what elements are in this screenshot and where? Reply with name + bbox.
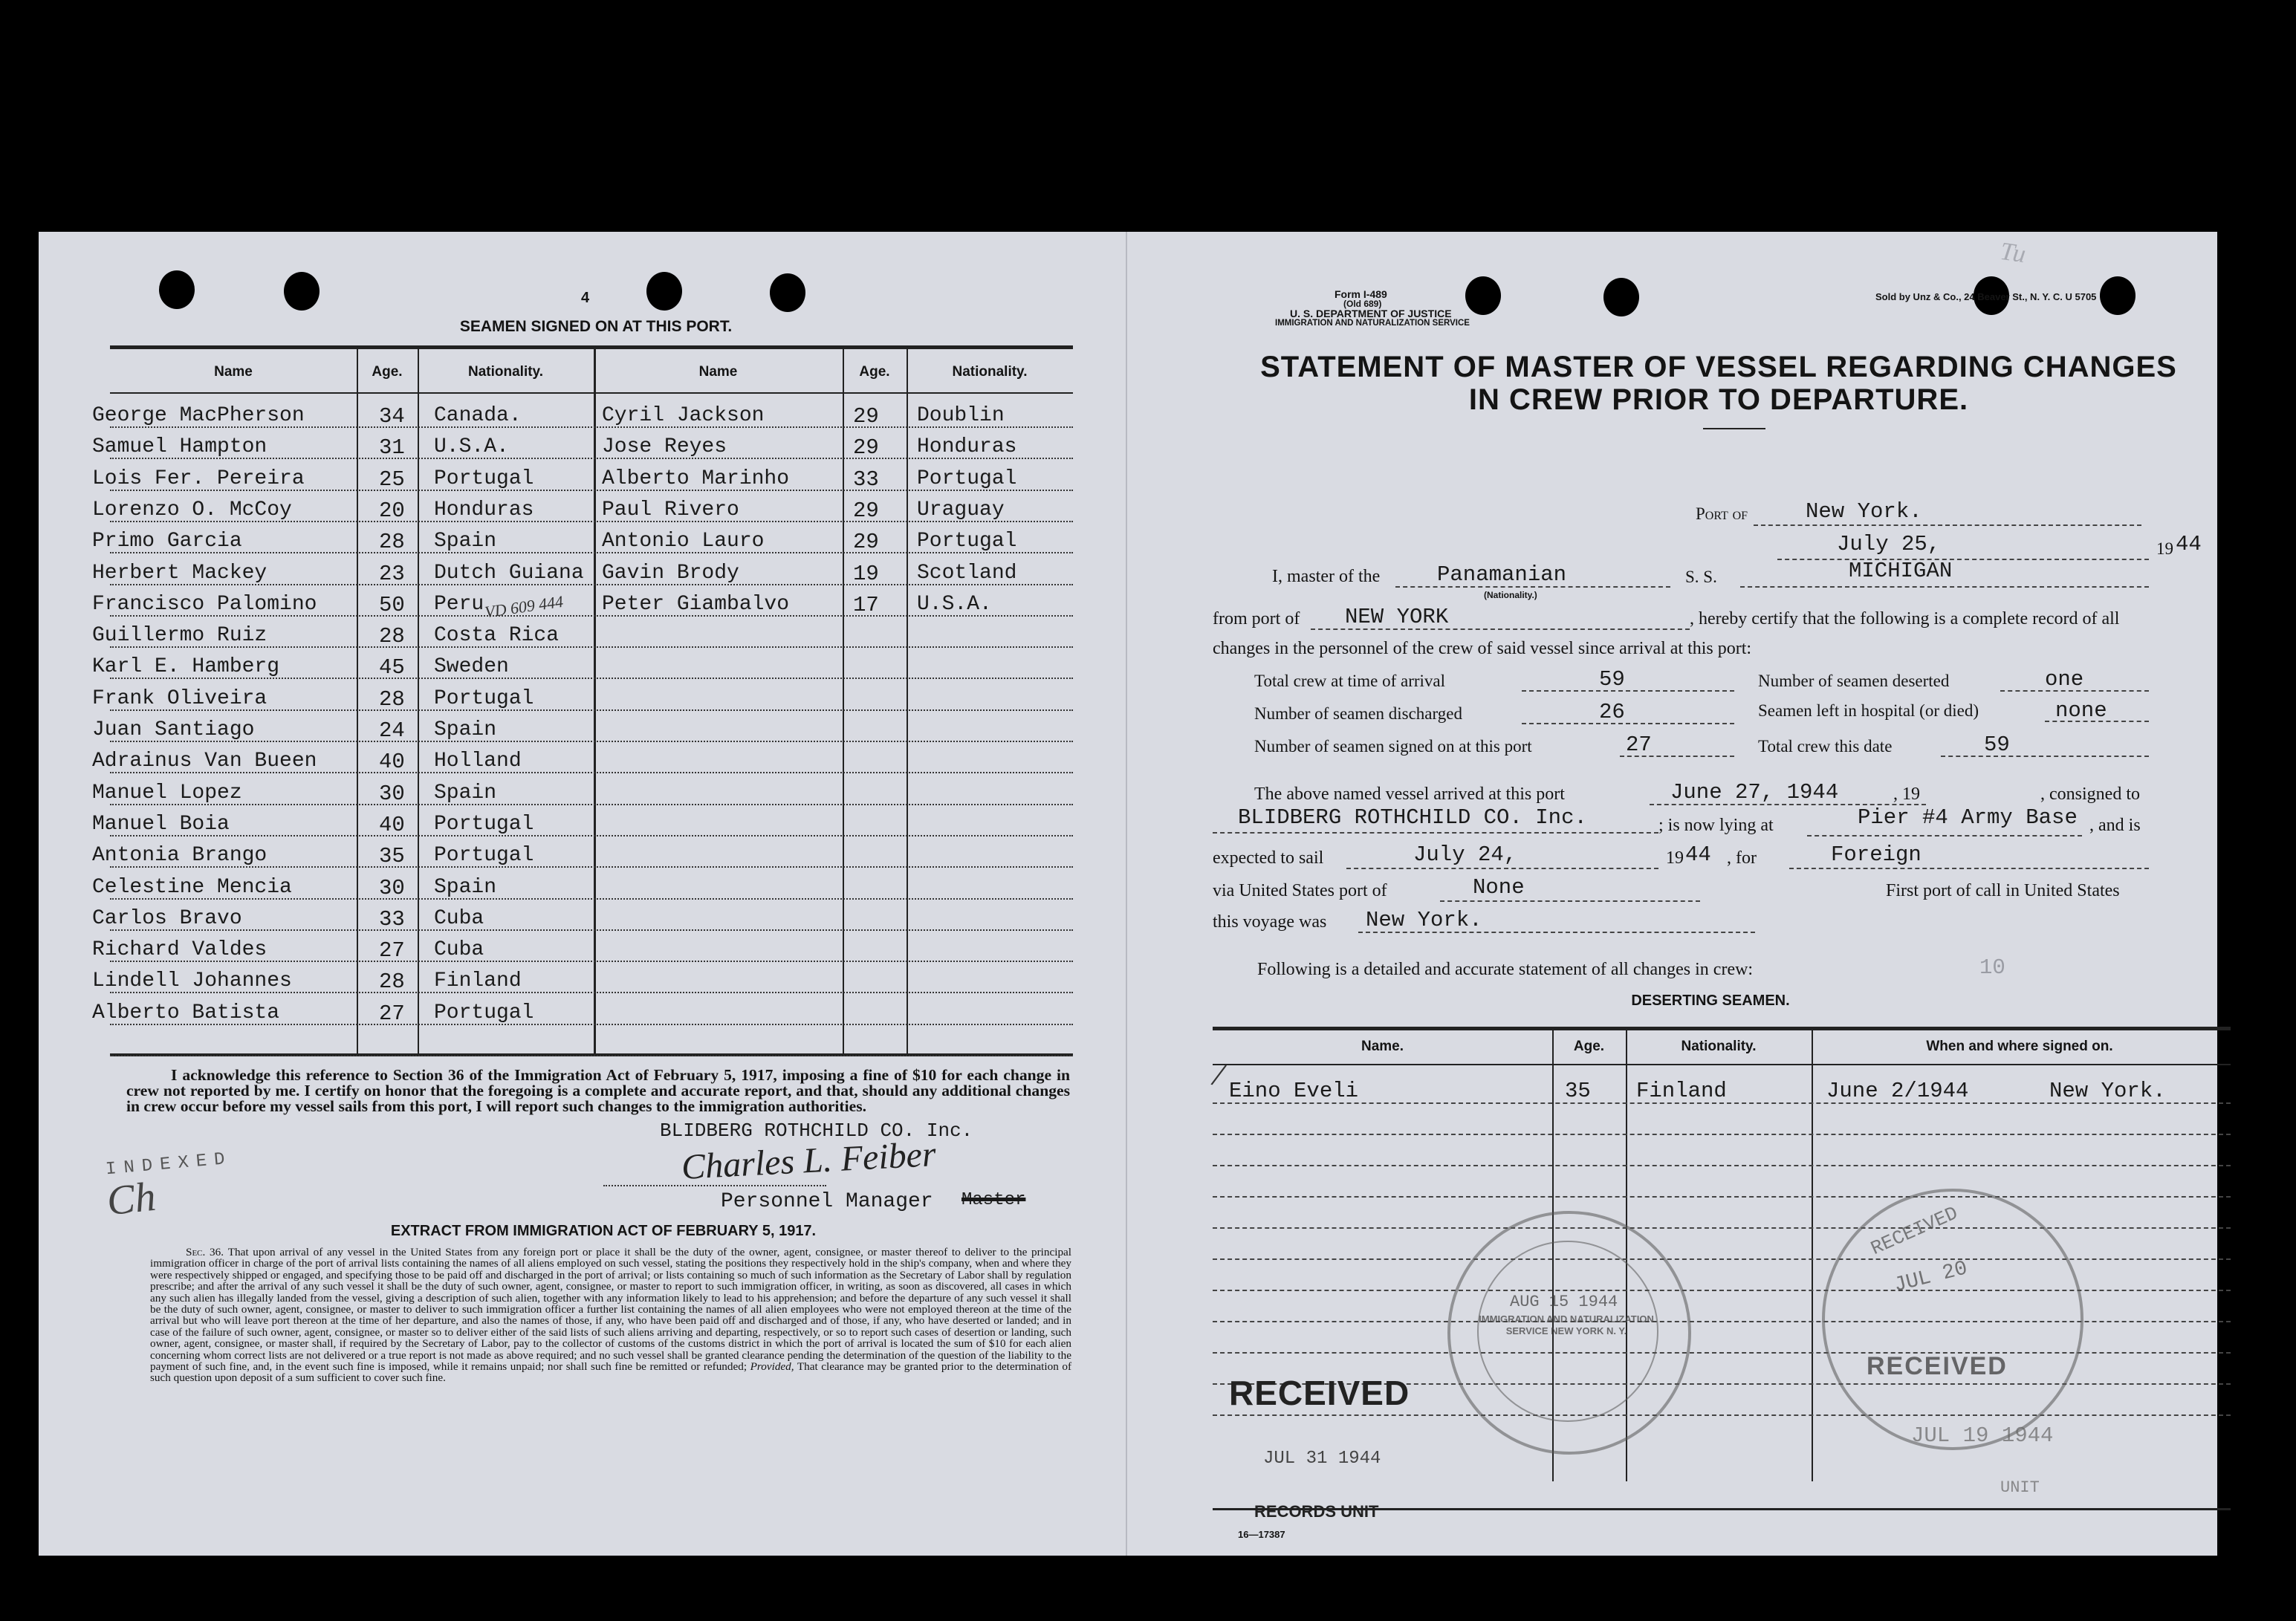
seaman-row-name: Karl E. Hamberg	[92, 655, 280, 679]
seaman-row-name: Celestine Mencia	[92, 875, 292, 899]
stamp-date: AUG 15 1944	[1510, 1293, 1618, 1311]
seaman-row-right-age: 29	[853, 498, 879, 523]
column-header-name: Name	[698, 364, 738, 380]
seaman-row-name: Adrainus Van Bueen	[92, 750, 317, 773]
seaman-row-nationality: Portugal	[434, 686, 534, 710]
stamp2-received: RECEIVED	[1867, 1201, 1962, 1261]
consignee-line	[1213, 832, 1658, 834]
seaman-row-right-nationality: Honduras	[917, 435, 1017, 459]
deserter-row-when: June 2/1944	[1826, 1079, 1969, 1103]
seaman-row-right-name: Paul Rivero	[602, 498, 739, 522]
title-line-1: STATEMENT OF MASTER OF VESSEL REGARDING CHANGES	[1260, 351, 2177, 383]
expected-date: July 24,	[1413, 842, 1517, 867]
seaman-row-nationality: Spain	[434, 875, 497, 899]
column-header-age: Age.	[372, 364, 403, 380]
form-number: Form I-489	[1335, 288, 1387, 300]
seaman-row-right-name: Alberto Marinho	[602, 467, 790, 490]
lying-line	[1807, 835, 2082, 837]
seaman-row-age: 28	[379, 969, 405, 995]
punch-hole	[159, 270, 195, 309]
seaman-row-age: 45	[379, 655, 405, 680]
company-typed: BLIDBERG ROTHCHILD CO. Inc.	[660, 1120, 973, 1142]
seaman-row-age: 20	[379, 498, 405, 523]
via-label: via United States port of	[1213, 881, 1387, 900]
seaman-row-name: Alberto Batista	[92, 1001, 280, 1024]
arrived-date: June 27, 1944	[1670, 780, 1839, 805]
expected-label: expected to sail	[1213, 848, 1324, 868]
seaman-row-right-age: 33	[853, 467, 879, 492]
table-rule-header	[110, 392, 1073, 394]
seaman-row-right-age: 29	[853, 530, 879, 555]
service: IMMIGRATION AND NATURALIZATION SERVICE	[1275, 319, 1470, 328]
port-value: New York.	[1806, 499, 1922, 524]
records-unit: RECORDS UNIT	[1254, 1502, 1379, 1521]
seaman-row-name: Manuel Lopez	[92, 781, 242, 805]
extract-label: Sec. 36.	[186, 1246, 224, 1258]
seaman-row-age: 34	[379, 404, 405, 429]
seaman-row-nationality: Peru	[434, 592, 484, 616]
desert-column-divider	[1812, 1028, 1813, 1481]
page-number: 4	[581, 290, 590, 306]
port-label: Port of	[1696, 504, 1748, 523]
seaman-row-nationality: U.S.A.	[434, 435, 509, 459]
desert-header-nationality: Nationality.	[1681, 1039, 1757, 1054]
discharged-line	[1522, 723, 1734, 724]
form-old: (Old 689)	[1343, 299, 1382, 309]
year-suffix: 44	[2176, 532, 2202, 556]
nationality-caption: (Nationality.)	[1484, 590, 1537, 600]
form-code: 16—17387	[1238, 1529, 1285, 1540]
seaman-row-nationality: Canada.	[434, 404, 522, 427]
port-line	[1754, 524, 2141, 526]
desert-row-rule	[1213, 1196, 2231, 1198]
and-is: , and is	[2089, 816, 2141, 835]
discharged-value: 26	[1599, 700, 1625, 724]
deserting-title: DESERTING SEAMEN.	[1631, 993, 1790, 1009]
seaman-row-right-nationality: Portugal	[917, 530, 1017, 553]
extract-end: That clearance may be granted prior to the determination of such question upon deposit of a sum sufficient to cover such fine.	[150, 1360, 1072, 1385]
seaman-row-nationality: Honduras	[434, 498, 534, 522]
via-port: None	[1473, 875, 1525, 900]
vessel-line	[1740, 586, 2149, 588]
seaman-row-nationality: Finland	[434, 969, 522, 993]
table-column-divider	[418, 348, 419, 1053]
seaman-row-name: Antonia Brango	[92, 844, 267, 868]
seaman-row-right-nationality: Portugal	[917, 467, 1017, 490]
seaman-row-nationality: Spain	[434, 781, 497, 805]
desert-header-when: When and where signed on.	[1926, 1039, 2113, 1054]
deserted-value: one	[2045, 667, 2084, 692]
lying-at: Pier #4 Army Base	[1858, 805, 2078, 830]
following-text: Following is a detailed and accurate statement of all changes in crew:	[1257, 960, 1754, 979]
seaman-row-nationality: Holland	[434, 750, 522, 773]
seaman-row-nationality: Portugal	[434, 812, 534, 836]
title-line-2: IN CREW PRIOR TO DEPARTURE.	[1468, 383, 1969, 416]
first-port-label: First port of call in United States	[1886, 881, 2120, 900]
table-rule-top	[110, 345, 1073, 349]
punch-hole	[770, 273, 805, 312]
certify-text: , hereby certify that the following is a complete record of all	[1690, 609, 2120, 628]
extract-body: That upon arrival of any vessel in the United States from any foreign port or place it shall be the duty of the owner, agent, consignee, or master thereof to deliver to the principal immigration officer in charge of the port of arrival lists containing the names of all aliens employed on such vessel, stating the positions they respectively hold in the ship's company, when and where they were respectively shipped or engaged, and specifying those to be paid off and discharged in the port of arrival; or lists containing so much of such information as the Secretary of Labor shall by regulation prescribe; and after the arrival of any such vessel it shall be the duty of such owner, agent, consignee, or master to report to such immigration officer, in writing, as soon as discovered, all cases in which any such alien has illegally landed from the vessel, giving a description of such alien, together with any information likely to lead to his apprehension; and before the departure of any such vessel it shall be the duty of such owner, agent, consignee, or master to deliver to such immigration officer a further list containing the names of all alien employees who were not employed thereon at the time of the arrival but who will leave port thereon at the time of her departure, and also the names of those, if any, who have been paid off and discharged and of those, if any, who have deserted or landed; and in case of the failure of such owner, agent, consignee, or master so to deliver either of the said lists of such aliens arriving and departing, respectively, or so to report such cases of desertion or landing, such owner, agent, consignee, or master shall, if required by the Secretary of Labor, pay to the collector of customs of the customs district in which the port of arrival is located the sum of $10 for each alien concerning whom correct lists are not delivered or a true report is not made as above required; and no such vessel shall be granted clearance pending the determination of the question of the liability to the payment of such fine, and, in the event such fine is imposed, while it remains unpaid; nor shall such fine be remitted or refunded;	[150, 1246, 1072, 1374]
voyage-port: New York.	[1366, 908, 1482, 932]
seaman-row-name: Manuel Boia	[92, 812, 230, 836]
stamp2-date: JUL 20	[1891, 1257, 1971, 1298]
seaman-row-age: 50	[379, 592, 405, 617]
desert-header-age: Age.	[1573, 1039, 1605, 1054]
table-column-divider	[357, 348, 358, 1053]
seaman-row-right-nationality: Scotland	[917, 561, 1017, 585]
seaman-row-age: 25	[379, 467, 405, 492]
extract-provided: Provided,	[750, 1360, 794, 1374]
from-port-label: from port of	[1213, 609, 1300, 628]
handwritten-note: VD 609 444	[483, 591, 565, 622]
extract-text	[150, 1247, 1071, 1384]
hospital-label: Seamen left in hospital (or died)	[1758, 701, 1979, 720]
total-date-line	[1941, 756, 2149, 757]
desert-row-rule	[1213, 1165, 2231, 1166]
deserter-row-name: Eino Eveli	[1229, 1079, 1359, 1103]
total-date-label: Total crew this date	[1758, 737, 1893, 756]
discharged-label: Number of seamen discharged	[1254, 704, 1462, 723]
corner-unit: UNIT	[2000, 1478, 2040, 1497]
seaman-row-name: Herbert Mackey	[92, 561, 267, 585]
section-title: SEAMEN SIGNED ON AT THIS PORT.	[459, 318, 733, 335]
seaman-row-nationality: Spain	[434, 530, 497, 553]
department: U. S. DEPARTMENT OF JUSTICE	[1290, 308, 1452, 319]
row-rule	[110, 835, 1073, 837]
deserter-row-nationality: Finland	[1636, 1079, 1727, 1103]
seaman-row-nationality: Portugal	[434, 467, 534, 490]
seaman-row-name: Francisco Palomino	[92, 592, 317, 616]
seaman-row-name: George MacPherson	[92, 404, 305, 427]
row-rule	[110, 929, 1073, 931]
from-port-value: NEW YORK	[1345, 605, 1449, 629]
master-label: I, master of the	[1272, 567, 1381, 586]
seaman-row-nationality: Spain	[434, 718, 497, 741]
seaman-row-nationality: Dutch Guiana	[434, 561, 584, 585]
seaman-row-nationality: Portugal	[434, 844, 534, 868]
punch-hole	[1603, 278, 1639, 316]
seaman-row-right-name: Gavin Brody	[602, 561, 739, 585]
title-underline	[1703, 428, 1765, 429]
total-arrival-label: Total crew at time of arrival	[1254, 672, 1446, 690]
table-column-divider	[843, 348, 844, 1053]
changes-text: changes in the personnel of the crew of said vessel since arrival at this port:	[1213, 639, 1752, 658]
hospital-value: none	[2055, 698, 2107, 723]
received-date: JUL 31 1944	[1263, 1449, 1381, 1469]
form-header	[1275, 290, 1498, 328]
seaman-row-age: 40	[379, 750, 405, 775]
indexed-stamp: INDEXED	[105, 1149, 233, 1180]
row-rule	[110, 804, 1073, 805]
seaman-row-age: 33	[379, 906, 405, 932]
lying-label: ; is now lying at	[1658, 816, 1774, 835]
seaman-row-name: Samuel Hampton	[92, 435, 267, 459]
seaman-row-right-nationality: Doublin	[917, 404, 1005, 427]
expected-year-prefix: 19	[1666, 848, 1684, 868]
arrived-label: The above named vessel arrived at this port	[1254, 784, 1565, 804]
desert-row-rule	[1213, 1414, 2231, 1416]
ss-label: S. S.	[1685, 568, 1717, 586]
faint-handwriting: Tu	[1998, 237, 2028, 269]
deserter-row-where: New York.	[2049, 1079, 2166, 1103]
row-rule	[110, 1055, 1073, 1056]
seaman-row-age: 30	[379, 781, 405, 806]
nineteen-blank: , 19	[1893, 784, 1920, 804]
total-arrival-line	[1522, 690, 1734, 692]
acknowledgement-text: I acknowledge this reference to Section 36 of the Immigration Act of February 5, 1917, imposing a fine of $10 for each change in crew not reported by me. I certify on honor that the foregoing is a complete and accurate report, and that, should any additional changes in crew occur before my vessel sails from this port, I will report such changes to the immigration authorities.	[126, 1066, 1070, 1115]
total-arrival-value: 59	[1599, 667, 1625, 692]
for-label: , for	[1727, 848, 1757, 868]
seaman-row-name: Lindell Johannes	[92, 969, 292, 993]
desert-row-rule	[1213, 1227, 2231, 1229]
punch-hole	[284, 272, 320, 311]
signature: Charles L. Feiber	[680, 1134, 937, 1187]
stamp-text: IMMIGRATION AND NATURALIZATION SERVICE NEW YORK N. Y.	[1479, 1313, 1654, 1336]
page-fold	[1126, 232, 1127, 1556]
faint-number: 10	[1979, 955, 2005, 980]
column-header-nationality: Nationality.	[468, 364, 543, 380]
seller-note: Sold by Unz & Co., 24 Beaver St., N. Y. C. U 5705	[1875, 291, 2097, 302]
desert-header-name: Name.	[1361, 1039, 1404, 1054]
column-header-age: Age.	[859, 364, 890, 380]
stamp2-received-bottom: RECEIVED	[1867, 1352, 2008, 1380]
seaman-row-name: Guillermo Ruiz	[92, 624, 267, 648]
seaman-row-right-name: Antonio Lauro	[602, 530, 765, 553]
signed-on-label: Number of seamen signed on at this port	[1254, 737, 1532, 756]
struck-word: Master	[961, 1190, 1026, 1210]
seaman-row-age: 40	[379, 812, 405, 837]
received-stamp: RECEIVED	[1229, 1374, 1410, 1412]
seaman-row-right-nationality: U.S.A.	[917, 592, 992, 616]
punch-hole	[2100, 276, 2136, 315]
year-prefix: 19	[2156, 539, 2173, 558]
seaman-row-age: 30	[379, 875, 405, 900]
vessel-nationality: Panamanian	[1437, 562, 1567, 587]
seaman-row-name: Primo Garcia	[92, 530, 242, 553]
desert-rule-header	[1213, 1064, 2231, 1065]
seaman-row-nationality: Cuba	[434, 938, 484, 962]
seaman-row-right-age: 29	[853, 404, 879, 429]
seaman-row-age: 31	[379, 435, 405, 461]
for-line	[1789, 868, 2149, 869]
consignee: BLIDBERG ROTHCHILD CO. Inc.	[1238, 805, 1587, 830]
vessel-name: MICHIGAN	[1849, 559, 1953, 583]
table-column-divider	[907, 348, 908, 1053]
via-line	[1440, 900, 1700, 902]
seaman-row-age: 23	[379, 561, 405, 586]
seaman-row-age: 27	[379, 938, 405, 964]
seaman-row-age: 35	[379, 844, 405, 869]
date-value: July 25,	[1837, 532, 1941, 556]
seaman-row-age: 27	[379, 1001, 405, 1026]
seaman-row-right-age: 19	[853, 561, 879, 586]
signed-on-value: 27	[1626, 732, 1652, 757]
seaman-row-age: 28	[379, 530, 405, 555]
extract-title: EXTRACT FROM IMMIGRATION ACT OF FEBRUARY 5, 1917.	[390, 1223, 817, 1239]
seaman-row-name: Lois Fer. Pereira	[92, 467, 305, 490]
document-sheet	[39, 232, 2217, 1556]
corner-date: JUL 19 1944	[1911, 1423, 2054, 1448]
seaman-row-right-name: Jose Reyes	[602, 435, 727, 459]
round-stamp-2	[1822, 1189, 2083, 1450]
seaman-row-name: Carlos Bravo	[92, 906, 242, 930]
desert-row-rule	[1213, 1258, 2231, 1260]
total-date-value: 59	[1984, 732, 2010, 757]
column-header-name: Name	[214, 364, 253, 380]
for-dest: Foreign	[1831, 842, 1922, 867]
seaman-row-name: Lorenzo O. McCoy	[92, 498, 292, 522]
seaman-row-right-age: 17	[853, 592, 879, 617]
signer-title: Personnel Manager	[721, 1190, 933, 1213]
punch-hole	[646, 272, 682, 311]
seaman-row-right-age: 29	[853, 435, 879, 461]
desert-row-rule	[1213, 1134, 2231, 1135]
column-header-nationality: Nationality.	[952, 364, 1028, 380]
seaman-row-name: Frank Oliveira	[92, 686, 267, 710]
seaman-row-age: 28	[379, 624, 405, 649]
seaman-row-name: Richard Valdes	[92, 938, 267, 962]
seaman-row-right-nationality: Uraguay	[917, 498, 1005, 522]
seaman-row-age: 28	[379, 686, 405, 712]
table-column-divider	[594, 348, 596, 1053]
seaman-row-age: 24	[379, 718, 405, 743]
desert-rule-top	[1213, 1027, 2231, 1030]
seaman-row-nationality: Sweden	[434, 655, 509, 679]
seaman-row-nationality: Portugal	[434, 1001, 534, 1024]
date-line	[1777, 559, 2149, 560]
seaman-row-right-name: Peter Giambalvo	[602, 592, 790, 616]
check-mark: /	[1208, 1055, 1230, 1094]
seaman-row-right-name: Cyril Jackson	[602, 404, 765, 427]
seaman-row-nationality: Costa Rica	[434, 624, 560, 648]
voyage-label: this voyage was	[1213, 912, 1327, 932]
consigned-label: , consigned to	[2040, 784, 2140, 804]
expected-year-suffix: 44	[1685, 842, 1711, 867]
seaman-row-name: Juan Santiago	[92, 718, 255, 741]
deserted-label: Number of seamen deserted	[1758, 672, 1950, 690]
expected-line	[1346, 868, 1658, 869]
initials-mark: Ch	[104, 1173, 158, 1225]
deserter-row-age: 35	[1565, 1079, 1591, 1103]
seaman-row-nationality: Cuba	[434, 906, 484, 930]
